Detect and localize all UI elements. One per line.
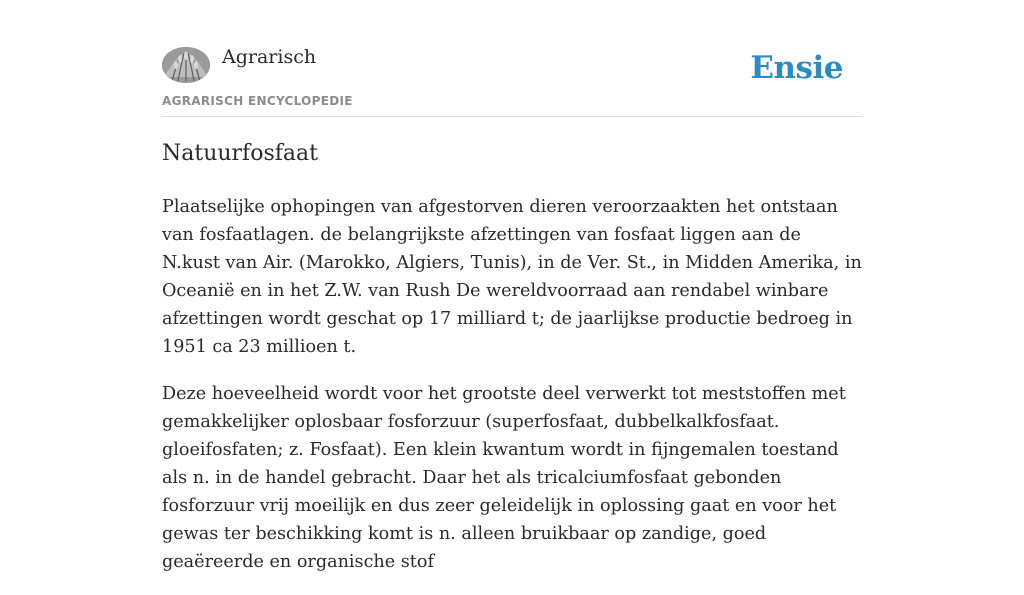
- header: [162, 0, 862, 117]
- ensie-brand-link[interactable]: Ensie: [750, 50, 843, 86]
- encyclopedie-label: AGRARISCH ENCYCLOPEDIE: [162, 94, 353, 108]
- article-paragraph: Plaatselijke ophopingen van afgestorven dieren veroorzaakten het ontstaan van fosfaatlagen. de belangrijkste afzettingen van fosfaat liggen aan de N.kust van Air. (Marokko, Algiers, Tunis), in de Ver. St., in Midden Amerika, in Oceanië en in het Z.W. van Rush De wereldvoorraad aan rendabel winbare afzettingen wordt geschat op 17 milliard t; de jaarlijkse productie bedroeg in 1951 ca 23 millioen t.: [162, 197, 862, 357]
- wheat-logo-icon[interactable]: [162, 47, 210, 83]
- page-container: [162, 0, 862, 572]
- article-body: [162, 193, 862, 595]
- article-title: Natuurfosfaat: [162, 141, 318, 166]
- source-name-link[interactable]: Agrarisch: [222, 46, 317, 68]
- article-paragraph: Deze hoeveelheid wordt voor het grootste deel verwerkt tot meststoffen met gemakkelijker oplosbaar fosforzuur (superfosfaat, dubbelkalkfosfaat. gloeifosfaten; z. Fosfaat). Een klein kwantum wordt in fijngemalen toestand als n. in de handel gebracht. Daar het als tricalciumfosfaat gebonden fosforzuur vrij moeilijk en dus zeer geleidelijk in oplossing gaat en voor het gewas ter beschikking komt is n. alleen bruikbaar op zandige, goed geaëreerde en organische stof: [162, 384, 846, 572]
